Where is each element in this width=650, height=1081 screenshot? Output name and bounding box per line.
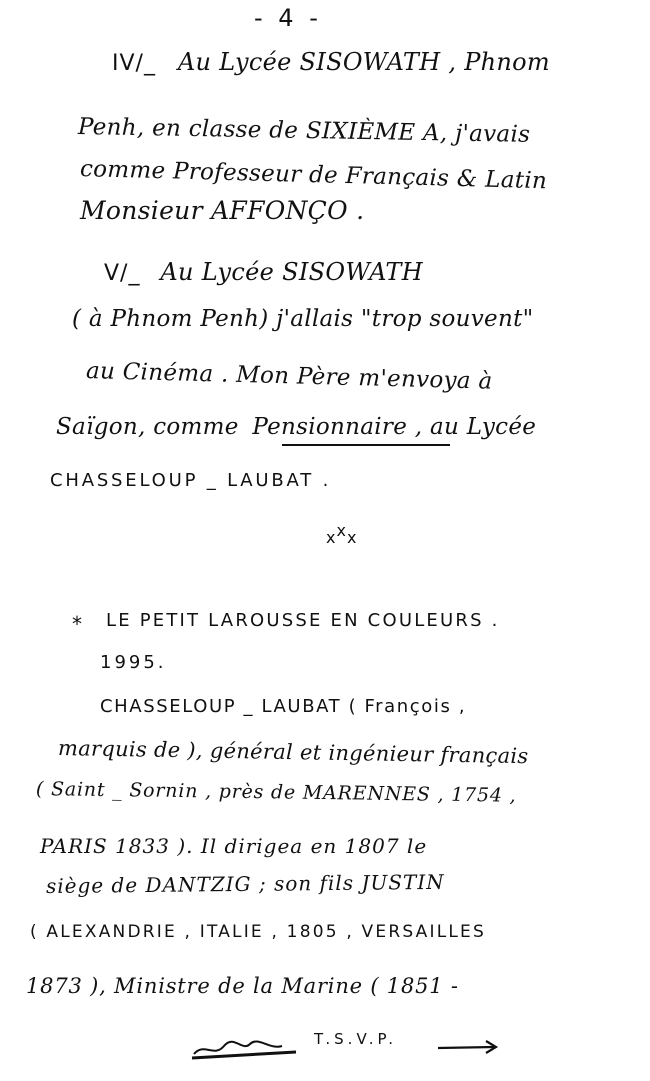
section-v-line-1 [104,258,423,286]
separator-crosses [326,521,358,547]
pensionnaire-word: Pensionnaire [252,414,408,440]
turn-over-note: T.S.V.P. [314,1030,398,1048]
pensionnaire-underline [282,444,450,446]
footnote-line-8: ( ALEXANDRIE , ITALIE , 1805 , VERSAILLES [30,922,486,942]
section-iv-line-2: Penh, en classe de SIXIÈME A, j'avais [77,114,531,148]
separator-middle: x [336,521,347,540]
footnote-line-6: PARIS 1833 ). Il dirigea en 1807 le [40,834,428,858]
section-v-line-5: CHASSELOUP _ LAUBAT . [50,470,332,491]
footnote-asterisk: * [72,612,82,636]
section-iv-marker: IV/_ [112,51,156,76]
footnote-line-1: LE PETIT LAROUSSE EN COULEURS . [106,610,500,631]
section-v-line-4-end: , au Lycée [414,414,537,440]
section-v-line-4 [56,414,536,440]
footnote-line-5: ( Saint _ Sornin , près de MARENNES , 1754 , [35,778,517,807]
section-iv-line-1-text: Au Lycée SISOWATH , Phnom [177,48,550,76]
section-v-line-4-start: Saïgon, comme [56,414,239,440]
section-v-marker: V/_ [104,261,141,286]
section-v-line-2: ( à Phnom Penh) j'allais "trop souvent" [72,306,534,332]
separator-left: x [326,528,337,547]
crossed-out-scribble [190,1032,300,1062]
arrow-right-icon [436,1036,500,1056]
footnote-line-7: siège de DANTZIG ; son fils JUSTIN [45,869,445,898]
footnote-line-9: 1873 ), Ministre de la Marine ( 1851 - [26,974,459,998]
section-v-line-3: au Cinéma . Mon Père m'envoya à [85,358,493,395]
footnote-line-4: marquis de ), général et ingénieur français [57,736,529,769]
separator-right: x [346,528,358,547]
section-iv-line-4: Monsieur AFFONÇO . [80,196,365,225]
pensionnaire-underlined [252,414,414,440]
page-number: - 4 - [254,4,322,32]
section-iv-line-3: comme Professeur de Français & Latin [79,156,548,195]
footnote-line-3: CHASSELOUP _ LAUBAT ( François , [100,696,467,717]
section-v-line-1-text: Au Lycée SISOWATH [160,258,423,286]
section-iv-line-1 [112,48,550,76]
footnote-line-2: 1995. [100,652,167,673]
